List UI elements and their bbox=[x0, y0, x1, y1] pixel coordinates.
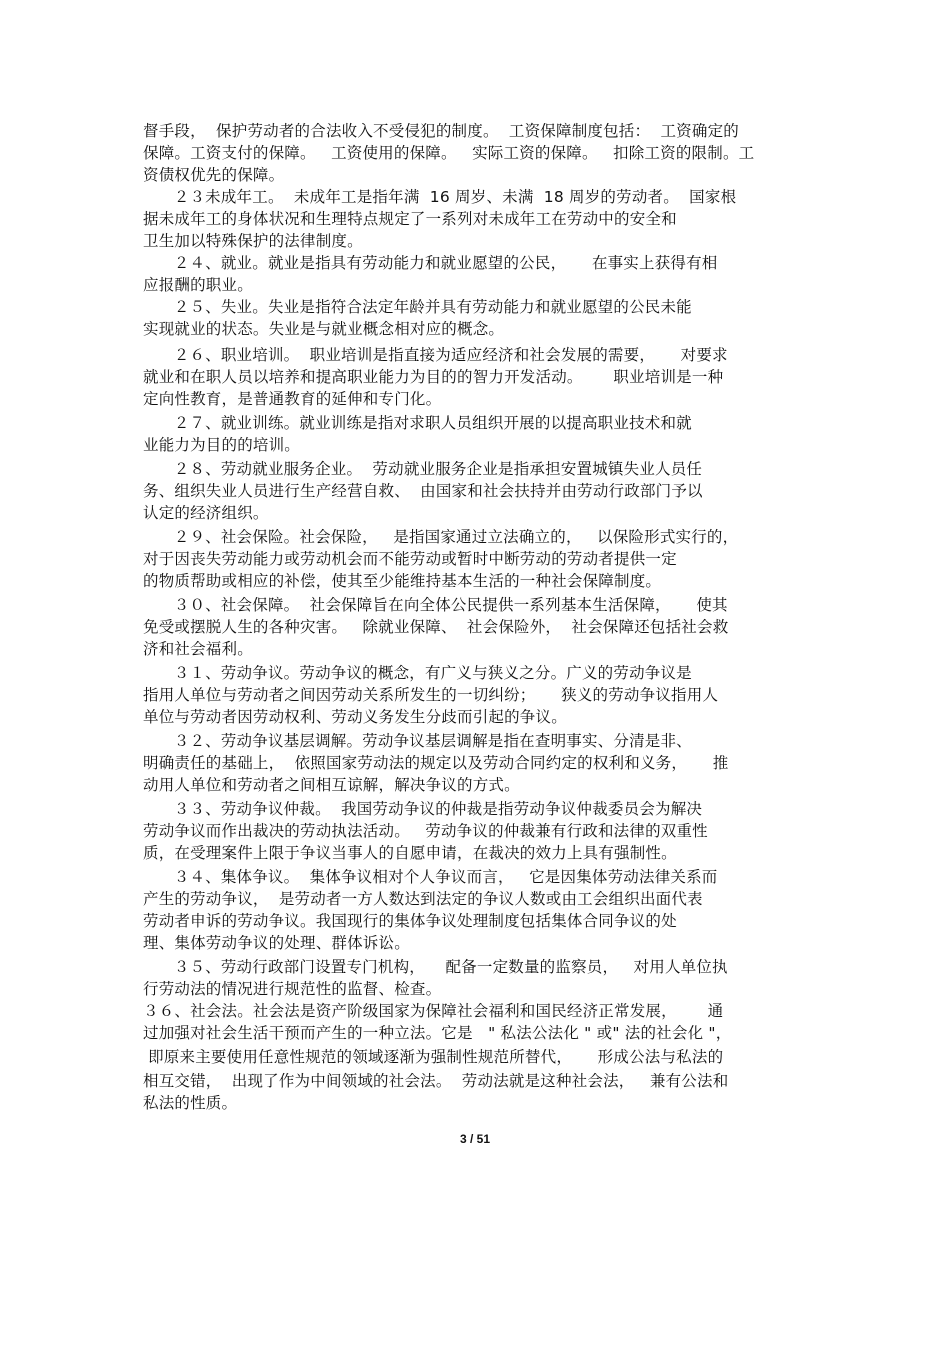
text-line: 产生的劳动争议， 是劳动者一方人数达到法定的争议人数或由工会组织出面代表 bbox=[143, 890, 703, 908]
text-line: ２５、失业。失业是指符合法定年龄并具有劳动能力和就业愿望的公民未能 bbox=[143, 298, 692, 316]
text-line: 就业和在职人员以培养和提高职业能力为目的的智力开发活动。 职业培训是一种 bbox=[143, 368, 724, 386]
text-line: 督手段， 保护劳动者的合法收入不受侵犯的制度。 工资保障制度包括： 工资确定的 bbox=[143, 122, 739, 140]
text-line: ２３未成年工。 未成年工是指年满 16 周岁、未满 18 周岁的劳动者。 国家根 bbox=[143, 188, 737, 206]
text-line: ３０、社会保障。 社会保障旨在向全体公民提供一系列基本生活保障， 使其 bbox=[143, 596, 728, 614]
text-line: 的物质帮助或相应的补偿，使其至少能维持基本生活的一种社会保障制度。 bbox=[143, 572, 662, 590]
text-line: 业能力为目的的培训。 bbox=[143, 436, 301, 454]
text-line: 实现就业的状态。失业是与就业概念相对应的概念。 bbox=[143, 320, 505, 338]
text-line: 私法的性质。 bbox=[143, 1094, 238, 1112]
text-line: 指用人单位与劳动者之间因劳动关系所发生的一切纠纷； 狭义的劳动争议指用人 bbox=[143, 686, 719, 704]
text-line: 理、集体劳动争议的处理、群体诉讼。 bbox=[143, 934, 410, 952]
text-line: 单位与劳动者因劳动权利、劳动义务发生分歧而引起的争议。 bbox=[143, 708, 567, 726]
text-line: ３２、劳动争议基层调解。劳动争议基层调解是指在查明事实、分清是非、 bbox=[143, 732, 692, 750]
text-line: ３５、劳动行政部门设置专门机构， 配备一定数量的监察员， 对用人单位执 bbox=[143, 958, 728, 976]
text-line: 相互交错， 出现了作为中间领域的社会法。 劳动法就是这种社会法， 兼有公法和 bbox=[143, 1072, 729, 1090]
text-line: 免受或摆脱人生的各种灾害。 除就业保障、 社会保险外， 社会保障还包括社会救 bbox=[143, 618, 729, 636]
text-line: 过加强对社会生活干预而产生的一种立法。它是 " 私法公法化 " 或" 法的社会化 "， bbox=[143, 1024, 732, 1042]
text-line: 劳动争议而作出裁决的劳动执法活动。 劳动争议的仲裁兼有行政和法律的双重性 bbox=[143, 822, 708, 840]
text-line: ２４、就业。就业是指具有劳动能力和就业愿望的公民， 在事实上获得有相 bbox=[143, 254, 718, 272]
text-line: 行劳动法的情况进行规范性的监督、检查。 bbox=[143, 980, 442, 998]
text-line: 据未成年工的身体状况和生理特点规定了一系列对未成年工在劳动中的安全和 bbox=[143, 210, 677, 228]
text-line: 应报酬的职业。 bbox=[143, 276, 253, 294]
text-line: ３３、劳动争议仲裁。 我国劳动争议的仲裁是指劳动争议仲裁委员会为解决 bbox=[143, 800, 703, 818]
text-line: 认定的经济组织。 bbox=[143, 504, 269, 522]
text-line: 务、组织失业人员进行生产经营自救、 由国家和社会扶持并由劳动行政部门予以 bbox=[143, 482, 703, 500]
text-line: ２８、劳动就业服务企业。 劳动就业服务企业是指承担安置城镇失业人员任 bbox=[143, 460, 703, 478]
text-line: 定向性教育，是普通教育的延伸和专门化。 bbox=[143, 390, 442, 408]
text-line: ３６、社会法。社会法是资产阶级国家为保障社会福利和国民经济正常发展， 通 bbox=[143, 1002, 724, 1020]
text-line: 动用人单位和劳动者之间相互谅解，解决争议的方式。 bbox=[143, 776, 520, 794]
text-line: ２６、职业培训。 职业培训是指直接为适应经济和社会发展的需要， 对要求 bbox=[143, 346, 728, 364]
text-line: ２７、就业训练。就业训练是指对求职人员组织开展的以提高职业技术和就 bbox=[143, 414, 692, 432]
text-line: 即原来主要使用任意性规范的领域逐渐为强制性规范所替代， 形成公法与私法的 bbox=[143, 1048, 724, 1066]
text-line: ２９、社会保险。社会保险， 是指国家通过立法确立的， 以保险形式实行的， bbox=[143, 528, 739, 546]
page-number: 3 / 51 bbox=[459, 1132, 491, 1146]
text-line: 对于因丧失劳动能力或劳动机会而不能劳动或暂时中断劳动的劳动者提供一定 bbox=[143, 550, 677, 568]
text-line: ３１、劳动争议。劳动争议的概念，有广义与狭义之分。广义的劳动争议是 bbox=[143, 664, 692, 682]
text-line: 卫生加以特殊保护的法律制度。 bbox=[143, 232, 363, 250]
text-line: 保障。工资支付的保障。 工资使用的保障。 实际工资的保障。 扣除工资的限制。工 bbox=[143, 144, 755, 162]
text-line: 济和社会福利。 bbox=[143, 640, 253, 658]
text-line: 劳动者申诉的劳动争议。我国现行的集体争议处理制度包括集体合同争议的处 bbox=[143, 912, 677, 930]
text-line: 资债权优先的保障。 bbox=[143, 166, 285, 184]
text-line: ３４、集体争议。 集体争议相对个人争议而言， 它是因集体劳动法律关系而 bbox=[143, 868, 718, 886]
text-line: 明确责任的基础上， 依照国家劳动法的规定以及劳动合同约定的权利和义务， 推 bbox=[143, 754, 729, 772]
text-line: 质，在受理案件上限于争议当事人的自愿申请，在裁决的效力上具有强制性。 bbox=[143, 844, 677, 862]
